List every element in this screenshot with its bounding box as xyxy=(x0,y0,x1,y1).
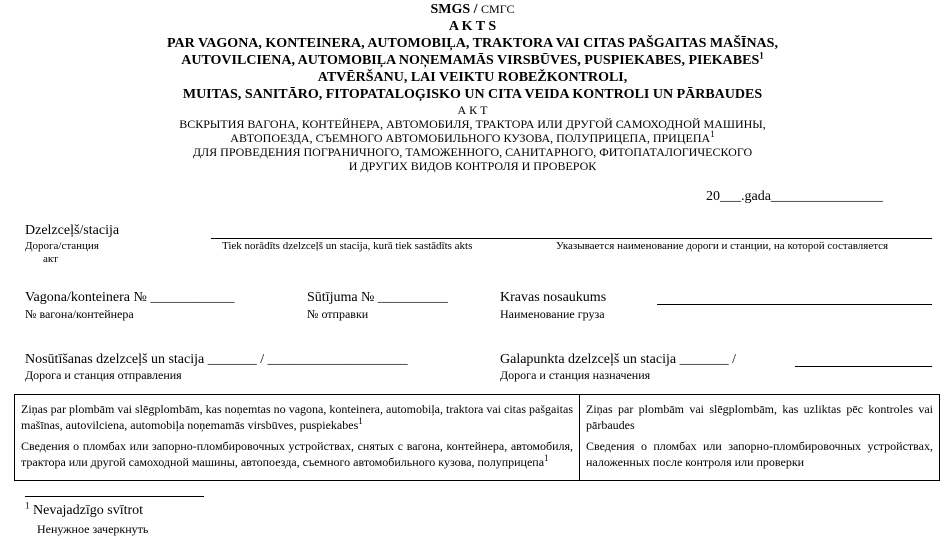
footnote-lv: $^1$ Nevajadzīgo svītrot xyxy=(25,500,144,518)
shipment-number-label-ru: № отправки xyxy=(307,307,369,321)
cargo-name-label-ru: Наименование груза xyxy=(500,307,605,321)
form-code-latin: SMGS / xyxy=(430,2,478,17)
form-code xyxy=(0,2,945,18)
document-title-ru: А К Т xyxy=(457,103,488,117)
seals-removed-cell[interactable] xyxy=(15,395,580,480)
title-ru-line-1: ВСКРЫТИЯ ВАГОНА, КОНТЕЙНЕРА, АВТОМОБИЛЯ, ТРАКТОРА ИЛИ ДРУГОЙ САМОХОДНОЙ МАШИНЫ, xyxy=(179,117,766,131)
seals-table xyxy=(14,394,940,481)
title-lv-line-4: MUITAS, SANITĀRO, FITOPATALOĢISKO UN CITA VEIDA KONTROLI UN PĀRBAUDES xyxy=(182,87,763,102)
title-ru-line-4: И ДРУГИХ ВИДОВ КОНТРОЛЯ И ПРОВЕРОК xyxy=(348,159,597,173)
title-lv-line-3: ATVĒRŠANU, LAI VEIKTU ROBEŽKONTROLI, xyxy=(317,70,628,85)
wagon-number-field[interactable]: Vagona/konteinera № ____________ xyxy=(25,290,235,305)
form-code-cyrillic: СМГС xyxy=(481,2,515,16)
seals-applied-text-ru: Сведения о пломбах или запорно-пломбировочных устройствах, наложенных после контроля или проверки xyxy=(586,439,933,469)
document-title-lv: A K T S xyxy=(448,19,497,34)
departure-station-label-ru: Дорога и станция отправления xyxy=(25,368,182,382)
cargo-name-input-line[interactable] xyxy=(657,304,932,305)
title-lv-line-1: PAR VAGONA, KONTEINERA, AUTOMOBIĻA, TRAKTORA VAI CITAS PAŠGAITAS MAŠĪNAS, xyxy=(167,36,778,51)
departure-station-field[interactable]: Nosūtīšanas dzelzceļš un stacija _______ / ____________________ xyxy=(25,352,408,367)
date-field[interactable]: 20___.gada________________ xyxy=(706,189,883,204)
destination-station-input-line[interactable] xyxy=(795,366,932,367)
footnote-ref: 1 xyxy=(759,50,764,61)
shipment-number-field[interactable]: Sūtījuma № __________ xyxy=(307,290,448,305)
destination-station-label-ru: Дорога и станция назначения xyxy=(500,368,651,382)
station-hint-lv: Tiek norādīts dzelzceļš un stacija, kurā tiek sastādīts akts xyxy=(222,240,473,252)
seals-applied-text-lv: Ziņas par plombām vai slēgplombām, kas uzliktas pēc kontroles vai pārbaudes xyxy=(586,402,933,432)
footnote-divider xyxy=(25,496,204,497)
station-label-ru: Дорога/станция xyxy=(25,240,99,252)
seals-applied-cell[interactable] xyxy=(580,395,939,480)
station-label-ru-cont: акт xyxy=(43,253,58,265)
footnote-ref: 1 xyxy=(358,416,363,426)
footnote-mark: 1 xyxy=(25,500,30,511)
station-label-lv: Dzelzceļš/stacija xyxy=(25,223,120,238)
footnote-ref: 1 xyxy=(710,129,715,139)
station-hint-ru: Указывается наименование дороги и станции, на которой составляется xyxy=(556,240,889,252)
footnote-ref: 1 xyxy=(544,453,549,463)
seals-removed-text-lv: Ziņas par plombām vai slēgplombām, kas noņemtas no vagona, konteinera, automobiļa, traktora vai citas pašgaitas mašīnas, autovilciena, automobiļa noņemamās virsbūves, puspiekabes$^1$ xyxy=(21,402,573,432)
seals-removed-text-ru: Сведения о пломбах или запорно-пломбировочных устройствах, снятых с вагона, контейнера, автомобиля, трактора или другой самоходной машины, автопоезда, съемного автомобильного кузова, полуприцепа$^1$ xyxy=(21,439,573,469)
cargo-name-label-lv: Kravas nosaukums xyxy=(500,290,607,305)
title-ru-line-3: ДЛЯ ПРОВЕДЕНИЯ ПОГРАНИЧНОГО, ТАМОЖЕННОГО, САНИТАРНОГО, ФИТОПАТАЛОГИЧЕСКОГО xyxy=(192,145,753,159)
title-lv-line-2: AUTOVILCIENA, AUTOMOBIĻA NOŅEMAMĀS VIRSBŪVES, PUSPIEKABES, PIEKABES$^1$ xyxy=(181,50,764,68)
title-ru-line-2: АВТОПОЕЗДА, СЪЕМНОГО АВТОМОБИЛЬНОГО КУЗОВА, ПОЛУПРИЦЕПА, ПРИЦЕПА$^1$ xyxy=(230,129,715,145)
footnote-ru: Ненужное зачеркнуть xyxy=(37,522,149,536)
station-input-line[interactable] xyxy=(211,238,932,239)
wagon-number-label-ru: № вагона/контейнера xyxy=(25,307,134,321)
destination-station-field[interactable]: Galapunkta dzelzceļš un stacija _______ / xyxy=(500,352,736,367)
